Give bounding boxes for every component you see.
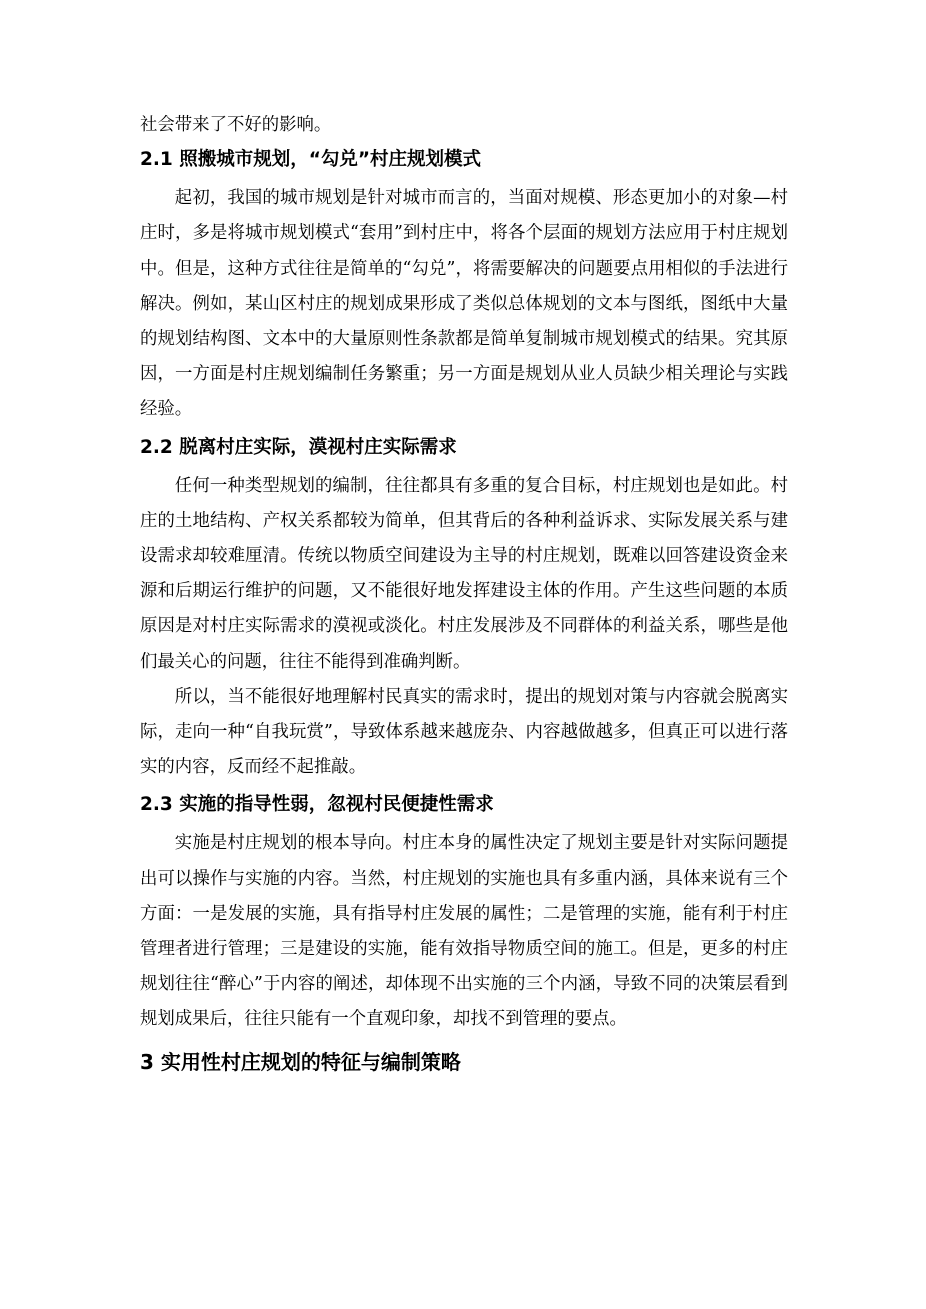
section-heading-2-1: 2.1 照搬城市规划，“勾兑”村庄规划模式 [140, 149, 482, 171]
paragraph-2-2-2: 所以，当不能很好地理解村民真实的需求时，提出的规划对策与内容就会脱离实际，走向一种“自我玩赏”，导致体系越来越庞杂、内容越做越多，但真正可以进行落实的内容，反而经不起推敲。 [140, 686, 788, 778]
section-heading-2-2: 2.2 脱离村庄实际，漠视村庄实际需求 [140, 436, 457, 458]
paragraph-2-2-1: 任何一种类型规划的编制，往往都具有多重的复合目标，村庄规划也是如此。村庄的土地结构、产权关系都较为简单，但其背后的各种利益诉求、实际发展关系与建设需求却较难厘清。传统以物质空间建设为主导的村庄规划，既难以回答建设资金来源和后期运行维护的问题，又不能很好地发挥建设主体的作用。产生这些问题的本质原因是对村庄实际需求的漠视或淡化。村庄发展涉及不同群体的利益关系，哪些是他们最关心的问题，往往不能得到准确判断。 [140, 475, 788, 672]
section-heading-2-3: 2.3 实施的指导性弱，忽视村民便捷性需求 [140, 794, 494, 816]
paragraph-2-3-1: 实施是村庄规划的根本导向。村庄本身的属性决定了规划主要是针对实际问题提出可以操作与实施的内容。当然，村庄规划的实施也具有多重内涵，具体来说有三个方面：一是发展的实施，具有指导村庄发展的属性；二是管理的实施，能有利于村庄管理者进行管理；三是建设的实施，能有效指导物质空间的施工。但是，更多的村庄规划往往“醉心”于内容的阐述，却体现不出实施的三个内涵，导致不同的决策层看到规划成果后，往往只能有一个直观印象，却找不到管理的要点。 [140, 833, 788, 1030]
paragraph-2-1-1: 起初，我国的城市规划是针对城市而言的，当面对规模、形态更加小的对象—村庄时，多是将城市规划模式“套用”到村庄中，将各个层面的规划方法应用于村庄规划中。但是，这种方式往往是简单的“勾兑”，将需要解决的问题要点用相似的手法进行解决。例如，某山区村庄的规划成果形成了类似总体规划的文本与图纸，图纸中大量的规划结构图、文本中的大量原则性条款都是简单复制城市规划模式的结果。究其原因，一方面是村庄规划编制任务繁重；另一方面是规划从业人员缺少相关理论与实践经验。 [140, 188, 788, 420]
opening-paragraph: 社会带来了不好的影响。 [140, 115, 332, 135]
document-page [140, 108, 788, 1075]
section-heading-3: 3 实用性村庄规划的特征与编制策略 [140, 1049, 461, 1074]
